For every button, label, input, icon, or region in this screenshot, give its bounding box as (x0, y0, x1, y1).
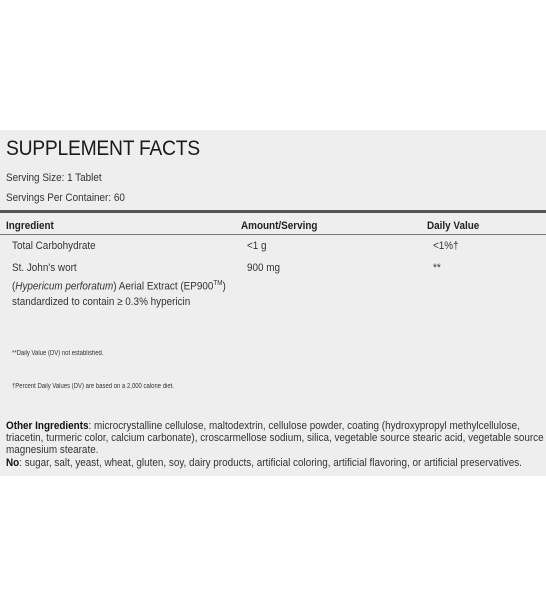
row-daily-value: ** (433, 262, 441, 274)
exclusions-label: No (6, 457, 20, 469)
other-ingredients-text: : microcrystalline cellulose, maltodextrin, cellulose powder, coating (hydroxypropyl methylcellulose, triacetin, turmeric color, calcium carbonate), croscarmellose sodium, silica, vegetable source stearic acid, vegetable source magnesium stearate. (6, 420, 544, 456)
extract-description: (Hypericum perforatum) Aerial Extract (EP900™) (12, 280, 226, 293)
servings-per-container: Servings Per Container: 60 (6, 192, 125, 204)
table-divider (0, 234, 546, 235)
row-amount: 900 mg (247, 262, 281, 274)
column-header-daily-value: Daily Value (427, 220, 480, 232)
exclusions (6, 457, 546, 469)
exclusions-text: : sugar, salt, yeast, wheat, gluten, soy, dairy products, artificial coloring, artificial flavoring, or artificial preservatives. (19, 457, 522, 469)
footnote-dv-not-established: **Daily Value (DV) not established. (12, 350, 104, 357)
row-amount: <1 g (247, 240, 267, 252)
row-daily-value: <1%† (433, 240, 459, 252)
trademark: TM (213, 280, 223, 287)
extract-name: Aerial Extract (EP900 (118, 280, 214, 293)
footnote-percent-dv: †Percent Daily Values (DV) are based on a 2,000 calorie diet. (12, 383, 174, 390)
row-ingredient: Total Carbohydrate (12, 240, 96, 252)
column-header-amount: Amount/Serving (241, 220, 318, 232)
column-header-ingredient: Ingredient (6, 220, 54, 232)
latin-name: Hypericum perforatum (15, 280, 114, 293)
extract-close: ) (222, 280, 226, 293)
header-divider (0, 210, 546, 213)
row-ingredient: St. John's wort (12, 262, 77, 274)
page-title: SUPPLEMENT FACTS (6, 137, 200, 160)
standardization-note: standardized to contain ≥ 0.3% hypericin (12, 296, 191, 308)
other-ingredients (6, 420, 546, 456)
other-ingredients-label: Other Ingredients (6, 420, 89, 432)
serving-size: Serving Size: 1 Tablet (6, 172, 102, 184)
